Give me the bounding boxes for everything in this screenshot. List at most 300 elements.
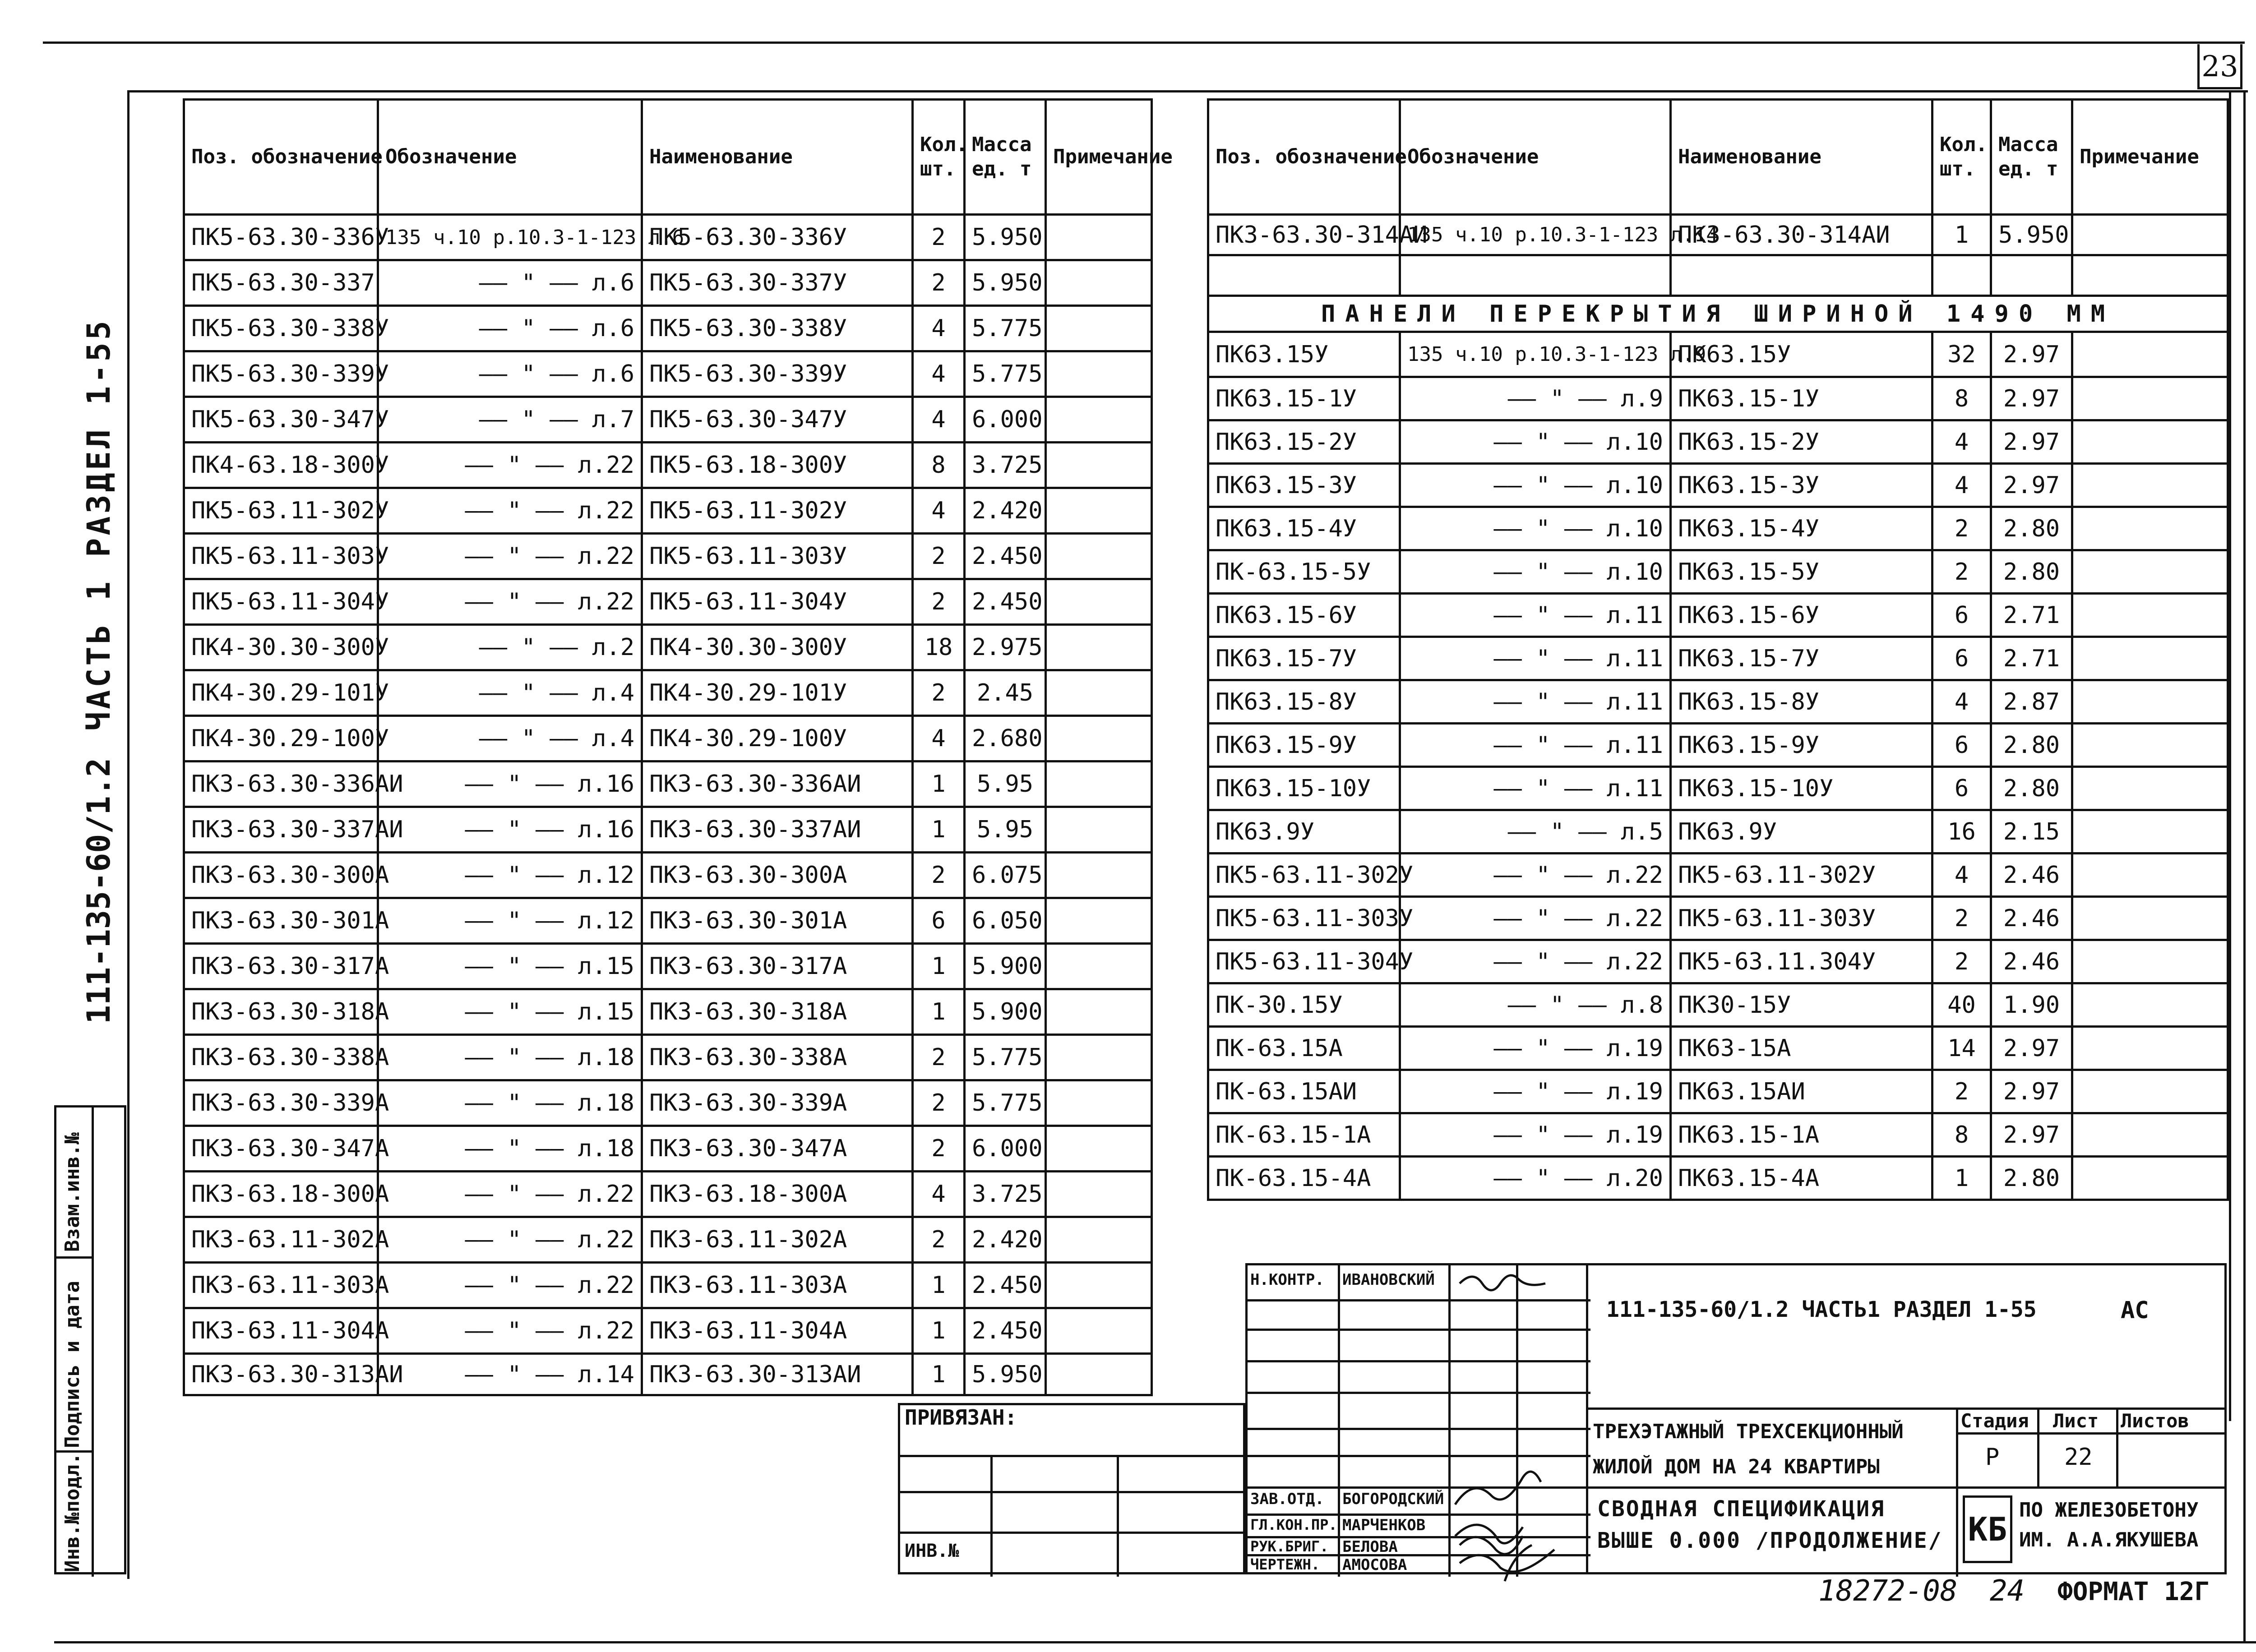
org-logo: КБ (1963, 1495, 2012, 1563)
table-row (184, 1080, 1152, 1126)
cell-ref: —— " —— л.22 (378, 1217, 642, 1263)
cell-ref: —— " —— л.19 (1400, 1027, 1671, 1070)
cell-ref: —— " —— л.18 (378, 1080, 642, 1126)
cell-mass: 2.97 (1991, 464, 2072, 507)
table-row (184, 625, 1152, 670)
cell-mass: 2.450 (965, 1263, 1046, 1308)
cell-note (1046, 670, 1152, 716)
cell-name: ПК63.15-8У (1671, 680, 1932, 724)
cell-name: ПК63.15-3У (1671, 464, 1932, 507)
table-row (1208, 507, 2228, 550)
cell-qty: 16 (1932, 810, 1991, 854)
table-row (1208, 377, 2228, 420)
table-row (1208, 1027, 2228, 1070)
cell-mass: 5.950 (965, 1354, 1046, 1395)
sheets-label: Листов (2121, 1410, 2189, 1432)
cell-note (1046, 853, 1152, 898)
cell-mass: 2.97 (1991, 377, 2072, 420)
cell-qty: 4 (913, 306, 965, 351)
cell-name: ПК3-63.30-338А (642, 1035, 913, 1080)
table-row (184, 397, 1152, 443)
cell-pos: ПК-30.15У (1208, 983, 1400, 1027)
cell-note (2072, 767, 2228, 810)
table-row (184, 670, 1152, 716)
cell-ref: —— " —— л.16 (378, 761, 642, 807)
cell-qty: 2 (913, 853, 965, 898)
header-note: Примечание (2072, 100, 2228, 215)
cell-name: ПК4-30.29-101У (642, 670, 913, 716)
cell-note (2072, 1027, 2228, 1070)
cell-note (1046, 898, 1152, 944)
header-ref: Обозначение (1400, 100, 1671, 215)
cell-note (2072, 983, 2228, 1027)
cell-qty: 6 (1932, 637, 1991, 680)
left-header-row (184, 100, 1152, 215)
right-header-row (1208, 100, 2228, 215)
table-row (184, 306, 1152, 351)
cell-pos: ПК63.9У (1208, 810, 1400, 854)
cell-qty: 32 (1932, 332, 1991, 377)
cell-note (1046, 625, 1152, 670)
cell-pos: ПК63.15-3У (1208, 464, 1400, 507)
cell-mass: 2.420 (965, 1217, 1046, 1263)
frame-left (127, 90, 129, 1579)
margin-part: ЧАСТЬ 1 РАЗДЕЛ 1-55 (80, 318, 117, 731)
cell-qty: 1 (913, 944, 965, 989)
cell-note (1046, 579, 1152, 625)
cell-ref: —— " —— л.6 (378, 306, 642, 351)
cell-qty: 4 (1932, 680, 1991, 724)
left-spec-table (183, 98, 1173, 1396)
cell-mass: 2.97 (1991, 332, 2072, 377)
cell-note (1046, 1080, 1152, 1126)
cell-qty: 4 (913, 351, 965, 397)
cell-ref: —— " —— л.14 (378, 1354, 642, 1395)
cell-name: ПК63.15-1А (1671, 1113, 1932, 1157)
footer-format: ФОРМАТ 12Г (2057, 1577, 2210, 1606)
cell-qty: 8 (1932, 1113, 1991, 1157)
cell-pos: ПК5-63.11-303У (1208, 897, 1400, 940)
cell-ref: —— " —— л.22 (1400, 854, 1671, 897)
cell-note (1046, 761, 1152, 807)
cell-note (2072, 940, 2228, 983)
cell-pos: ПК63.15-1У (1208, 377, 1400, 420)
table-row (184, 716, 1152, 761)
cell-name: ПК63-15А (1671, 1027, 1932, 1070)
cell-qty: 2 (913, 1217, 965, 1263)
cell-qty: 4 (913, 488, 965, 534)
cell-ref: —— " —— л.10 (1400, 507, 1671, 550)
cell-ref: —— " —— л.22 (378, 534, 642, 579)
table-row-empty (1208, 255, 2228, 296)
cell-ref: —— " —— л.11 (1400, 680, 1671, 724)
cell-pos: ПК3-63.30-347А (184, 1126, 378, 1172)
cell-ref: —— " —— л.12 (378, 898, 642, 944)
table-row (1208, 810, 2228, 854)
cell-mass: 6.050 (965, 898, 1046, 944)
cell-mass: 2.71 (1991, 594, 2072, 637)
staff-role-2: ГЛ.КОН.ПР. (1250, 1516, 1337, 1533)
cell-pos: ПК3-63.11-302А (184, 1217, 378, 1263)
cell-mass: 2.97 (1991, 420, 2072, 464)
cell-note (2072, 810, 2228, 854)
stage-label: Стадия (1960, 1410, 2029, 1432)
cell-ref: —— " —— л.8 (1400, 983, 1671, 1027)
cell-ref: —— " —— л.6 (378, 351, 642, 397)
cell-ref: —— " —— л.7 (378, 397, 642, 443)
cell-ref: —— " —— л.10 (1400, 420, 1671, 464)
cell-mass: 2.450 (965, 534, 1046, 579)
cell-name: ПК3-63.30-301А (642, 898, 913, 944)
cell-name: ПК63.15-4А (1671, 1157, 1932, 1200)
cell-mass: 5.775 (965, 351, 1046, 397)
table-row (1208, 897, 2228, 940)
cell-qty: 2 (913, 1126, 965, 1172)
cell-mass: 3.725 (965, 443, 1046, 488)
cell-ref: —— " —— л.22 (1400, 897, 1671, 940)
cell-pos: ПК63.15-7У (1208, 637, 1400, 680)
staff-name-1: БОГОРОДСКИЙ (1342, 1490, 1444, 1508)
cell-name: ПК5-63.30-336У (642, 215, 913, 260)
table-row (1208, 1157, 2228, 1200)
cell-qty: 2 (913, 260, 965, 306)
cell-mass: 2.450 (965, 1308, 1046, 1354)
inv-label: ИНВ.№ (905, 1541, 959, 1561)
sheet-title: СВОДНАЯ СПЕЦИФИКАЦИЯ ВЫШЕ 0.000 /ПРОДОЛЖЕНИЕ/ (1597, 1496, 1943, 1553)
table-row (184, 260, 1152, 306)
header-qty: Кол. шт. (913, 100, 965, 215)
cell-name: ПК63.15-7У (1671, 637, 1932, 680)
cell-mass: 2.80 (1991, 724, 2072, 767)
cell-name: ПК30-15У (1671, 983, 1932, 1027)
cell-qty: 2 (913, 534, 965, 579)
cell-ref: —— " —— л.12 (378, 853, 642, 898)
cell-note (1046, 1035, 1152, 1080)
cell-name: ПК3-63.30-336АИ (642, 761, 913, 807)
cell-ref: —— " —— л.22 (378, 1172, 642, 1217)
cell-note (2072, 594, 2228, 637)
cell-qty: 1 (1932, 1157, 1991, 1200)
table-row (184, 1172, 1152, 1217)
cell-note (2072, 332, 2228, 377)
doc-code: 111-135-60/1.2 ЧАСТЬ1 РАЗДЕЛ 1-55 (1606, 1297, 2037, 1322)
cell-qty: 8 (913, 443, 965, 488)
cell-ref: —— " —— л.6 (378, 260, 642, 306)
table-row (184, 534, 1152, 579)
title-right (1588, 1263, 2227, 1574)
cell-qty: 6 (1932, 724, 1991, 767)
cell-name: ПК5-63.11-304У (642, 579, 913, 625)
table-row (184, 1035, 1152, 1080)
cell-note (2072, 1157, 2228, 1200)
cell-qty: 1 (913, 1263, 965, 1308)
cell-mass: 5.775 (965, 1035, 1046, 1080)
header-pos: Поз. обозначение (1208, 100, 1400, 215)
cell-qty: 6 (913, 898, 965, 944)
cell-ref: —— " —— л.20 (1400, 1157, 1671, 1200)
cell-mass: 2.15 (1991, 810, 2072, 854)
cell-mass: 5.900 (965, 944, 1046, 989)
cell-note (2072, 854, 2228, 897)
table-row (184, 351, 1152, 397)
cell-note (2072, 464, 2228, 507)
cell-mass: 2.420 (965, 488, 1046, 534)
cell-mass: 6.000 (965, 397, 1046, 443)
cell-mass: 5.775 (965, 306, 1046, 351)
cell-name: ПК3-63.18-300А (642, 1172, 913, 1217)
cell-name: ПК63.15-5У (1671, 550, 1932, 594)
cell-note (2072, 637, 2228, 680)
cell-note (2072, 897, 2228, 940)
cell-pos: ПК5-63.11-304У (184, 579, 378, 625)
cell-ref: —— " —— л.11 (1400, 767, 1671, 810)
staff-name-3: БЕЛОВА (1342, 1538, 1398, 1556)
cell-name: ПК63.15АИ (1671, 1070, 1932, 1113)
cell-pos: ПК-63.15А (1208, 1027, 1400, 1070)
cell-mass: 5.95 (965, 761, 1046, 807)
cell-mass: 2.975 (965, 625, 1046, 670)
cell-note (1046, 260, 1152, 306)
cell-pos: ПК5-63.30-339У (184, 351, 378, 397)
cell-name: ПК5-63.11-303У (1671, 897, 1932, 940)
cell-name: ПК5-63.11.304У (1671, 940, 1932, 983)
staff-name-0: ИВАНОВСКИЙ (1342, 1271, 1435, 1289)
cell-mass: 2.97 (1991, 1027, 2072, 1070)
cell-qty: 1 (913, 1354, 965, 1395)
cell-pos: ПК4-30.29-101У (184, 670, 378, 716)
frame-right (2243, 90, 2246, 1642)
cell-mass: 5.950 (1991, 215, 2072, 255)
cell-pos: ПК3-63.30-313АИ (184, 1354, 378, 1395)
cell-note (2072, 724, 2228, 767)
right-spec-table (1207, 98, 2229, 1201)
cell-mass: 5.950 (965, 260, 1046, 306)
header-mass: Масса ед. т (965, 100, 1046, 215)
cell-note (2072, 507, 2228, 550)
cell-name: ПК5-63.30-338У (642, 306, 913, 351)
cell-name: ПК5-63.30-337У (642, 260, 913, 306)
table-row (184, 853, 1152, 898)
frame-right-inner (2229, 90, 2231, 1421)
cell-note (1046, 1172, 1152, 1217)
org-name: ПО ЖЕЛЕЗОБЕТОНУ ИМ. А.А.ЯКУШЕВА (2019, 1499, 2199, 1551)
cell-note (2072, 1113, 2228, 1157)
cell-name: ПК63.9У (1671, 810, 1932, 854)
cell-mass: 6.000 (965, 1126, 1046, 1172)
staff-role-4: ЧЕРТЕЖН. (1250, 1556, 1320, 1573)
signatures (1451, 1265, 1586, 1577)
table-row (184, 944, 1152, 989)
cell-name: ПК63.15-2У (1671, 420, 1932, 464)
cell-qty: 2 (913, 1080, 965, 1126)
cell-note (1046, 807, 1152, 853)
cell-mass: 2.46 (1991, 897, 2072, 940)
table-row (184, 443, 1152, 488)
cell-ref: —— " —— л.22 (378, 1308, 642, 1354)
cell-name: ПК5-63.30-339У (642, 351, 913, 397)
cell-mass: 6.075 (965, 853, 1046, 898)
cell-qty: 2 (1932, 1070, 1991, 1113)
table-row (184, 1217, 1152, 1263)
cell-pos: ПК63.15У (1208, 332, 1400, 377)
cell-name: ПК3-63.30-317А (642, 944, 913, 989)
header-qty: Кол. шт. (1932, 100, 1991, 215)
cell-note (1046, 306, 1152, 351)
sheet-value: 22 (2064, 1444, 2093, 1471)
cell-ref: —— " —— л.22 (1400, 940, 1671, 983)
section-row (1208, 296, 2228, 332)
cell-qty: 6 (1932, 594, 1991, 637)
cell-note (1046, 215, 1152, 260)
stamp-inv: Инв.№подл. (61, 1453, 84, 1572)
cell-pos: ПК4-30.30-300У (184, 625, 378, 670)
cell-qty: 1 (913, 989, 965, 1035)
cell-qty: 4 (1932, 464, 1991, 507)
cell-ref: 135 ч.10 р.10.3-1-123 л.6 (378, 215, 642, 260)
side-stamp (54, 1105, 126, 1574)
cell-ref: —— " —— л.22 (378, 443, 642, 488)
cell-name: ПК3-63.30-347А (642, 1126, 913, 1172)
cell-note (1046, 944, 1152, 989)
cell-pos: ПК3-63.30-337АИ (184, 807, 378, 853)
cell-ref: —— " —— л.9 (1400, 377, 1671, 420)
cell-pos: ПК5-63.30-338У (184, 306, 378, 351)
cell-ref: —— " —— л.2 (378, 625, 642, 670)
cell-ref: —— " —— л.4 (378, 670, 642, 716)
cell-pos: ПК5-63.11-302У (1208, 854, 1400, 897)
cell-qty: 1 (913, 807, 965, 853)
header-name: Наименование (1671, 100, 1932, 215)
cell-qty: 2 (913, 1035, 965, 1080)
cell-pos: ПК63.15-6У (1208, 594, 1400, 637)
cell-name: ПК3-63.30-337АИ (642, 807, 913, 853)
cell-name: ПК3-63.30-314АИ (1671, 215, 1932, 255)
cell-ref: —— " —— л.11 (1400, 724, 1671, 767)
cell-qty: 1 (1932, 215, 1991, 255)
cell-mass: 5.900 (965, 989, 1046, 1035)
table-row (1208, 215, 2228, 255)
section-title: ПАНЕЛИ ПЕРЕКРЫТИЯ ШИРИНОЙ 1490 ММ (1208, 296, 2228, 332)
cell-note (1046, 443, 1152, 488)
cell-name: ПК4-30.30-300У (642, 625, 913, 670)
cell-ref: —— " —— л.5 (1400, 810, 1671, 854)
cell-qty: 40 (1932, 983, 1991, 1027)
cell-mass: 2.80 (1991, 507, 2072, 550)
cell-name: ПК5-63.11-303У (642, 534, 913, 579)
cell-pos: ПК5-63.11-304У (1208, 940, 1400, 983)
cell-pos: ПК3-63.11-304А (184, 1308, 378, 1354)
cell-qty: 1 (913, 761, 965, 807)
header-note: Примечание (1046, 100, 1152, 215)
cell-ref: —— " —— л.22 (378, 579, 642, 625)
header-ref: Обозначение (378, 100, 642, 215)
cell-name: ПК4-30.29-100У (642, 716, 913, 761)
table-row (1208, 767, 2228, 810)
cell-pos: ПК-63.15АИ (1208, 1070, 1400, 1113)
cell-pos: ПК3-63.30-338А (184, 1035, 378, 1080)
staff-role-1: ЗАВ.ОТД. (1250, 1490, 1324, 1508)
cell-name: ПК3-63.11-303А (642, 1263, 913, 1308)
cell-mass: 2.80 (1991, 550, 2072, 594)
cell-name: ПК5-63.11-302У (1671, 854, 1932, 897)
table-row (1208, 1113, 2228, 1157)
cell-ref: —— " —— л.15 (378, 944, 642, 989)
table-row (1208, 854, 2228, 897)
header-mass: Масса ед. т (1991, 100, 2072, 215)
cell-pos: ПК3-63.30-318А (184, 989, 378, 1035)
table-row (1208, 420, 2228, 464)
cell-note (1046, 989, 1152, 1035)
cell-note (1046, 351, 1152, 397)
cell-ref: —— " —— л.11 (1400, 637, 1671, 680)
stage-value: Р (1985, 1444, 2000, 1471)
cell-qty: 2 (913, 670, 965, 716)
cell-qty: 18 (913, 625, 965, 670)
cell-pos: ПК3-63.30-317А (184, 944, 378, 989)
table-row (184, 807, 1152, 853)
cell-note (2072, 377, 2228, 420)
cell-name: ПК3-63.30-339А (642, 1080, 913, 1126)
table-row (184, 898, 1152, 944)
cell-name: ПК5-63.11-302У (642, 488, 913, 534)
cell-name: ПК3-63.30-300А (642, 853, 913, 898)
cell-name: ПК63.15-6У (1671, 594, 1932, 637)
table-row (1208, 940, 2228, 983)
cell-ref: —— " —— л.15 (378, 989, 642, 1035)
cell-ref: —— " —— л.4 (378, 716, 642, 761)
cell-qty: 4 (1932, 854, 1991, 897)
cell-name: ПК63.15-4У (1671, 507, 1932, 550)
cell-pos: ПК63.15-2У (1208, 420, 1400, 464)
cell-qty: 2 (1932, 897, 1991, 940)
table-row (1208, 724, 2228, 767)
cell-mass: 1.90 (1991, 983, 2072, 1027)
cell-pos: ПК-63.15-4А (1208, 1157, 1400, 1200)
cell-ref: —— " —— л.18 (378, 1126, 642, 1172)
cell-pos: ПК63.15-10У (1208, 767, 1400, 810)
cell-mass: 2.97 (1991, 1070, 2072, 1113)
margin-code: 111-135-60/1.2 (80, 757, 117, 1024)
staff-block (1245, 1263, 1588, 1574)
cell-qty: 4 (913, 1172, 965, 1217)
cell-mass: 5.950 (965, 215, 1046, 260)
cell-qty: 2 (913, 215, 965, 260)
cell-pos: ПК4-63.18-300У (184, 443, 378, 488)
cell-pos: ПК-63.15-5У (1208, 550, 1400, 594)
table-row (1208, 464, 2228, 507)
cell-name: ПК63.15-10У (1671, 767, 1932, 810)
cell-note (1046, 397, 1152, 443)
staff-role-3: РУК.БРИГ. (1250, 1538, 1329, 1555)
cell-qty: 2 (1932, 507, 1991, 550)
cell-qty: 6 (1932, 767, 1991, 810)
cell-ref: —— " —— л.22 (378, 488, 642, 534)
table-row (1208, 332, 2228, 377)
cell-mass: 3.725 (965, 1172, 1046, 1217)
table-row (184, 215, 1152, 260)
cell-name: ПК3-63.11-304А (642, 1308, 913, 1354)
cell-pos: ПК63.15-9У (1208, 724, 1400, 767)
cell-pos: ПК3-63.18-300А (184, 1172, 378, 1217)
cell-mass: 2.450 (965, 579, 1046, 625)
cell-qty: 14 (1932, 1027, 1991, 1070)
cell-name: ПК3-63.11-302А (642, 1217, 913, 1263)
cell-note (1046, 534, 1152, 579)
cell-ref: —— " —— л.18 (378, 1035, 642, 1080)
bottom-rule (54, 1641, 2256, 1643)
cell-qty: 4 (1932, 420, 1991, 464)
title-block (898, 1263, 2229, 1579)
